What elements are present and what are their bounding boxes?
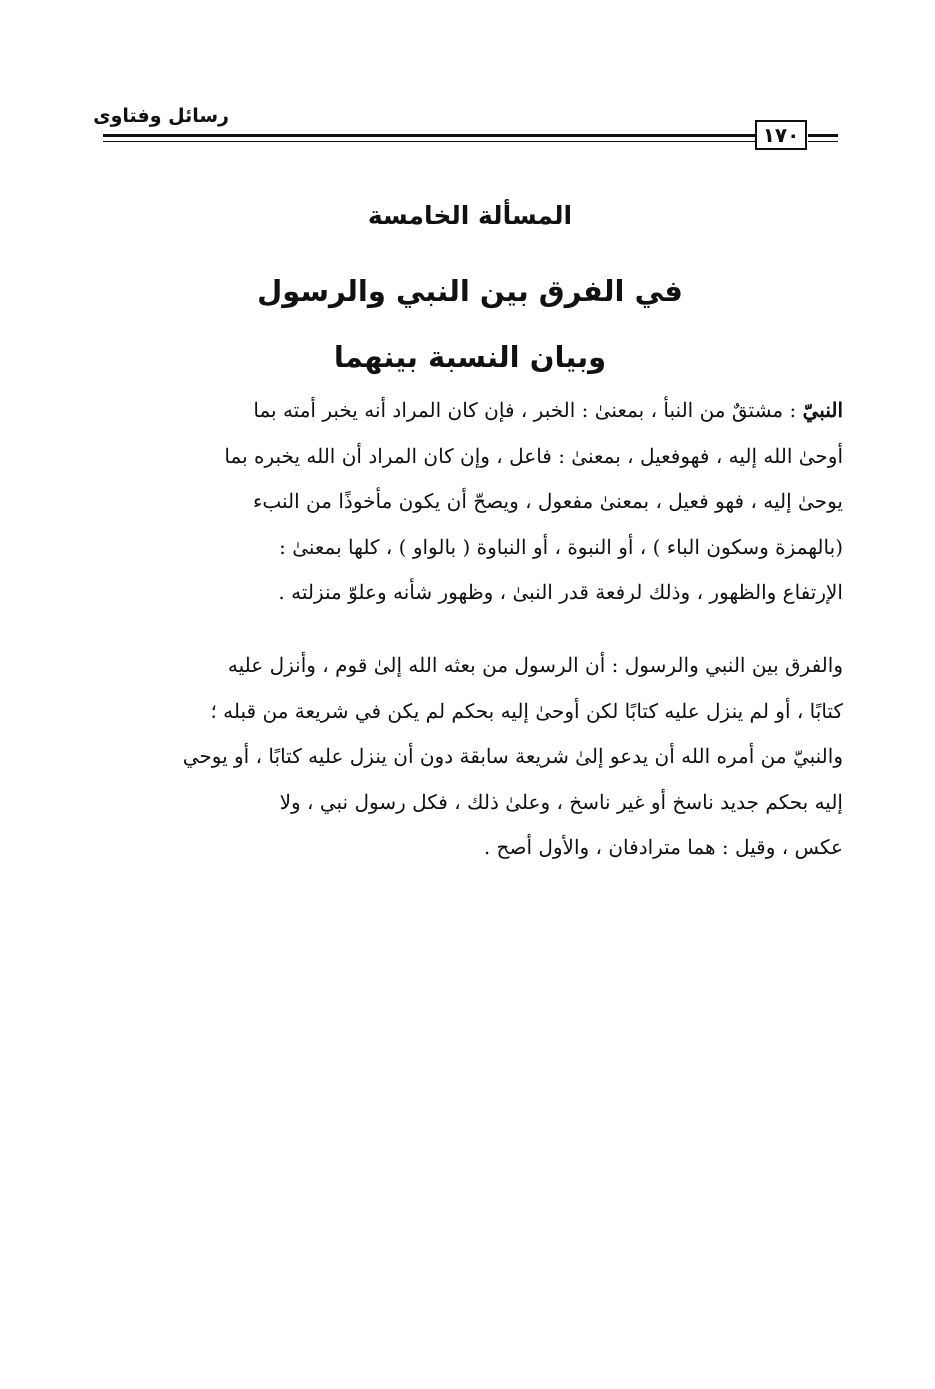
header-rule-tail-thick <box>808 134 838 137</box>
paragraph-line: يوحىٰ إليه ، فهو فعيل ، بمعنىٰ مفعول ، ويصحّ أن يكون مأخوذًا من النبء <box>252 489 843 513</box>
page-title: في الفرق بين النبي والرسول <box>257 274 683 308</box>
line-text: : مشتقٌ من النبأ ، بمعنىٰ : الخبر ، فإن كان المراد أنه يخبر أمته بما <box>253 398 803 422</box>
paragraph-line: كتابًا ، أو لم ينزل عليه كتابًا لكن أوحىٰ إليه بحكم لم يكن في شريعة من قبله ؛ <box>210 698 843 723</box>
section-heading: المسألة الخامسة <box>367 201 573 230</box>
paragraph-line: والنبيّ من أمره الله أن يدعو إلىٰ شريعة سابقة دون أن ينزل عليه كتابًا ، أو يوحي <box>182 744 843 768</box>
paragraph-line: عكس ، وقيل : هما مترادفان ، والأول أصح . <box>483 835 843 859</box>
header-rule-tail-thin <box>808 141 838 142</box>
paragraph-line <box>103 388 843 434</box>
paragraph-line: أوحىٰ الله إليه ، فهوفعيل ، بمعنىٰ : فاعل ، وإن كان المراد أن الله يخبره بما <box>224 443 843 468</box>
running-title: رسائل وفتاوى <box>93 105 229 127</box>
lead-term: النبيّ <box>802 398 843 422</box>
paragraph-line: (بالهمزة وسكون الباء ) ، أو النبوة ، أو النباوة ( بالواو ) ، كلها بمعنىٰ : <box>279 534 843 559</box>
page-subtitle: وبيان النسبة بينهما <box>333 340 607 374</box>
header-rule-thick <box>103 134 755 137</box>
paragraph-difference <box>103 643 843 871</box>
header-rule-thin <box>103 141 755 142</box>
paragraph-line: الإرتفاع والظهور ، وذلك لرفعة قدر النبىٰ ، وظهور شأنه وعلوّ منزلته . <box>278 580 843 604</box>
paragraph-line: إليه بحكم جديد ناسخ أو غير ناسخ ، وعلىٰ ذلك ، فكل رسول نبي ، ولا <box>279 789 843 814</box>
paragraph-line: والفرق بين النبي والرسول : أن الرسول من بعثه الله إلىٰ قوم ، وأنزل عليه <box>227 653 843 677</box>
paragraph-definition <box>103 388 843 616</box>
page-number: ١٧٠ <box>755 120 807 150</box>
